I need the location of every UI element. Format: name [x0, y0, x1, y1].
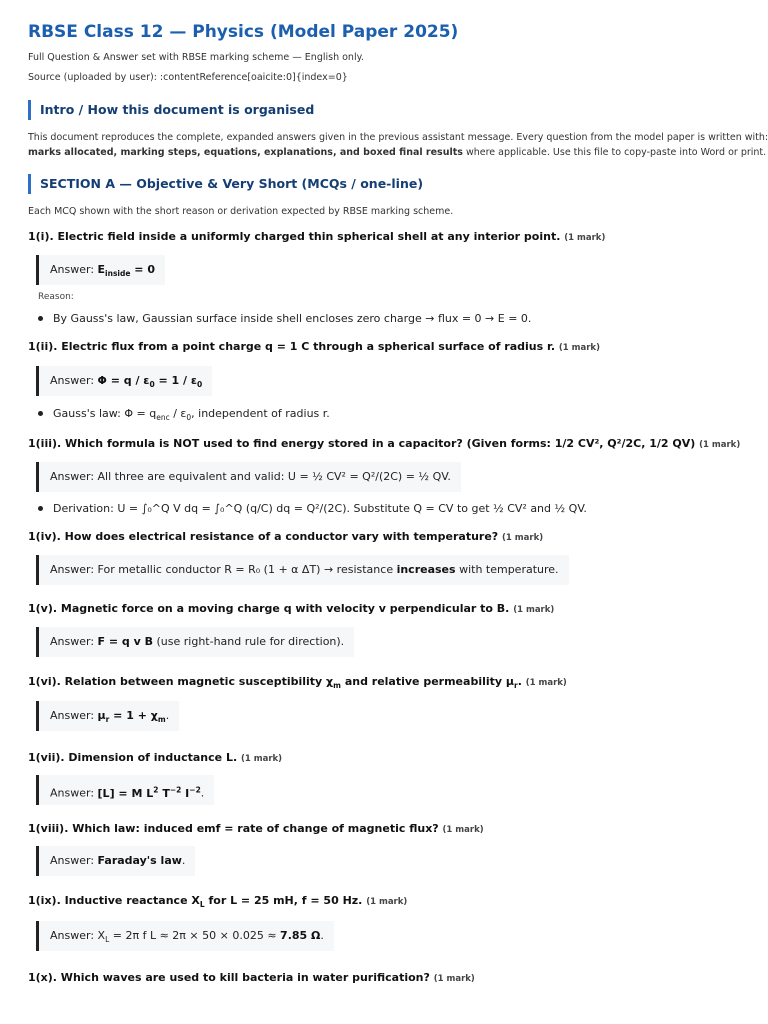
bullet-1-ii — [38, 407, 330, 422]
bullet-1-iii — [38, 502, 587, 515]
bullet-text: Gauss's law: Φ = q — [53, 407, 157, 420]
answer-subscript: inside — [105, 269, 131, 279]
answer-box-1-viii — [36, 846, 195, 876]
document-title: RBSE Class 12 — Physics (Model Paper 2025) — [28, 22, 459, 42]
answer-subscript: 0 — [149, 380, 155, 390]
marks-label: (1 mark) — [513, 605, 555, 615]
marks-label: (1 mark) — [442, 825, 484, 835]
intro-rest-text: where applicable. Use this file to copy-paste into Word or print. — [462, 147, 767, 158]
marks-label: (1 mark) — [433, 974, 475, 984]
intro-line-1: This document reproduces the complete, expanded answers given in the previous assistant message. Every question from the model paper is written with: — [28, 132, 768, 143]
answer-prefix: Answer: — [50, 929, 98, 942]
answer-part: I — [181, 786, 190, 800]
bullet-dot — [38, 411, 43, 416]
bullet-subscript: enc — [156, 413, 170, 423]
question-text: 1(v). Magnetic force on a moving charge q with velocity v perpendicular to B. — [28, 602, 510, 615]
bullet-subscript: 0 — [186, 413, 192, 423]
answer-prefix: Answer: — [50, 263, 98, 276]
answer-part: = 1 + χ — [109, 709, 158, 722]
answer-superscript: −2 — [189, 785, 201, 794]
answer-subscript: L — [105, 935, 110, 945]
answer-bold: F = q v B — [97, 635, 154, 648]
answer-subscript: r — [105, 715, 110, 725]
answer-box-1-v — [36, 627, 354, 657]
reason-label: Reason: — [38, 292, 74, 302]
answer-symbol: E — [97, 263, 106, 276]
answer-prefix: Answer: — [50, 374, 98, 387]
question-text: 1(ix). Inductive reactance X — [28, 894, 200, 907]
answer-box-1-ix — [36, 921, 334, 951]
marks-label: (1 mark) — [558, 343, 600, 353]
question-text: 1(iii). Which formula is NOT used to find energy stored in a capacitor? (Given forms: 1/2 CV², Q²/2C, 1/2 QV) — [28, 437, 696, 450]
answer-part: X — [97, 929, 106, 942]
answer-part: . — [320, 929, 324, 942]
question-text: 1(i). Electric field inside a uniformly charged thin spherical shell at any interior point. — [28, 230, 561, 243]
question-1-v — [28, 602, 554, 615]
answer-prefix: Answer: — [50, 563, 98, 576]
document-source: Source (uploaded by user): :contentReference[oaicite:0]{index=0} — [28, 72, 348, 83]
answer-part: . — [200, 786, 205, 800]
answer-superscript: −2 — [169, 785, 182, 794]
question-text: 1(viii). Which law: induced emf = rate of change of magnetic flux? — [28, 822, 439, 835]
answer-subscript: m — [157, 715, 166, 725]
question-text: 1(ii). Electric flux from a point charge q = 1 C through a spherical surface of radius r. — [28, 340, 556, 353]
question-1-ix — [28, 894, 407, 909]
marks-label: (1 mark) — [699, 440, 741, 450]
question-1-vi — [28, 675, 567, 690]
marks-label: (1 mark) — [564, 233, 606, 243]
question-1-iii — [28, 437, 740, 450]
question-text: for L = 25 mH, f = 50 Hz. — [204, 894, 363, 907]
question-text: 1(iv). How does electrical resistance of a conductor vary with temperature? — [28, 530, 499, 543]
marks-label: (1 mark) — [366, 897, 408, 907]
answer-text: For metallic conductor R = R₀ (1 + α ΔT) → resistance — [97, 563, 397, 576]
answer-value: = 0 — [130, 263, 155, 276]
answer-part: = 2π f L ≈ 2π × 50 × 0.025 ≈ — [109, 929, 281, 942]
answer-text: (use right-hand rule for direction). — [153, 635, 345, 648]
answer-subscript: 0 — [197, 380, 203, 390]
bullet-dot — [38, 316, 43, 321]
question-1-viii — [28, 822, 484, 835]
answer-box-1-ii — [36, 366, 212, 396]
answer-prefix: Answer: — [50, 709, 98, 722]
answer-text: All three are equivalent and valid: U = ½ CV² = Q²/(2C) = ½ QV. — [97, 470, 451, 483]
section-a-description: Each MCQ shown with the short reason or derivation expected by RBSE marking scheme. — [28, 206, 454, 217]
marks-label: (1 mark) — [525, 678, 567, 688]
bullet-text: By Gauss's law, Gaussian surface inside shell encloses zero charge → flux = 0 → E = 0. — [53, 312, 532, 325]
question-1-ii — [28, 340, 600, 353]
question-1-vii — [28, 751, 282, 764]
question-1-iv — [28, 530, 543, 543]
question-text: 1(x). Which waves are used to kill bacteria in water purification? — [28, 971, 430, 984]
answer-prefix: Answer: — [50, 854, 98, 867]
answer-prefix: Answer: — [50, 635, 98, 648]
answer-box-1-iv — [36, 555, 569, 585]
answer-bold: Faraday's law — [97, 854, 182, 867]
answer-part: [L] = M L — [97, 786, 154, 800]
bullet-text: , independent of radius r. — [191, 407, 330, 420]
answer-box-1-iii — [36, 462, 461, 492]
answer-bold: increases — [396, 563, 456, 576]
answer-part: . — [165, 709, 170, 722]
question-1-x — [28, 971, 475, 984]
section-heading-intro: Intro / How this document is organised — [28, 100, 314, 120]
answer-box-1-vii — [36, 775, 214, 805]
answer-box-1-i — [36, 255, 165, 285]
question-text: 1(vii). Dimension of inductance L. — [28, 751, 238, 764]
bullet-text: Derivation: U = ∫₀^Q V dq = ∫₀^Q (q/C) dq = Q²/(2C). Substitute Q = CV to get ½ CV² and ½ QV. — [53, 502, 587, 515]
question-subscript: m — [333, 681, 341, 691]
answer-part: = 1 / ε — [154, 374, 197, 387]
intro-bold-text: marks allocated, marking steps, equations, explanations, and boxed final results — [28, 147, 463, 158]
question-text: 1(vi). Relation between magnetic susceptibility χ — [28, 675, 334, 688]
bullet-text: / ε — [169, 407, 187, 420]
question-1-i — [28, 230, 605, 243]
answer-prefix: Answer: — [50, 470, 98, 483]
marks-label: (1 mark) — [502, 533, 544, 543]
answer-prefix: Answer: — [50, 786, 98, 800]
answer-box-1-vi — [36, 701, 179, 731]
answer-part: μ — [97, 709, 106, 722]
bullet-1-i — [38, 312, 531, 325]
answer-superscript: 2 — [153, 785, 159, 794]
document-subtitle: Full Question & Answer set with RBSE marking scheme — English only. — [28, 52, 364, 63]
question-text: . — [517, 675, 522, 688]
question-subscript: L — [199, 900, 205, 910]
answer-bold: 7.85 Ω — [280, 929, 321, 942]
bullet-dot — [38, 506, 43, 511]
answer-text: with temperature. — [455, 563, 559, 576]
question-subscript: r — [513, 681, 518, 691]
answer-part: T — [158, 786, 170, 800]
answer-part: Φ = q / ε — [97, 374, 150, 387]
intro-line-2 — [28, 145, 766, 160]
question-text: and relative permeability μ — [340, 675, 514, 688]
section-heading-a: SECTION A — Objective & Very Short (MCQs / one-line) — [28, 174, 423, 194]
marks-label: (1 mark) — [240, 754, 283, 764]
answer-text: . — [181, 854, 186, 867]
